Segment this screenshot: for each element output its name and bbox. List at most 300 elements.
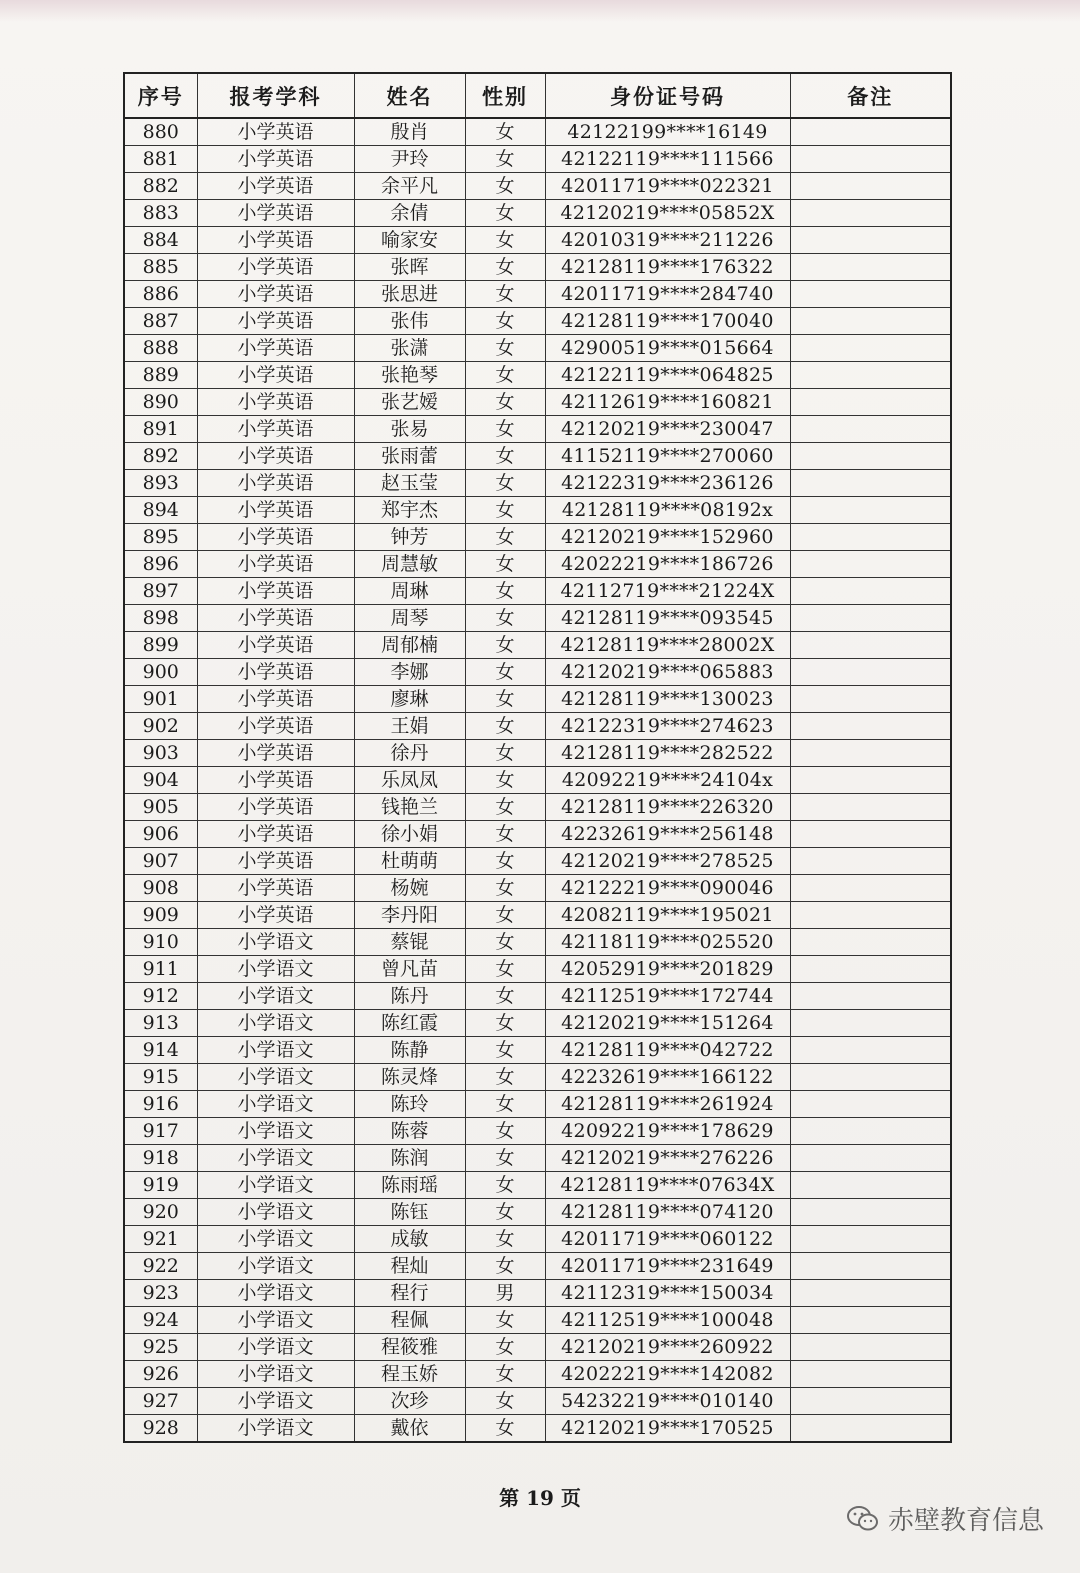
- page-number: 第 19 页: [499, 1486, 581, 1510]
- cell-serial: 886: [124, 281, 197, 308]
- cell-subject: 小学英语: [197, 794, 354, 821]
- table-row: [124, 551, 951, 578]
- cell-id-number: 42122119****064825: [545, 362, 790, 389]
- cell-name: 戴依: [354, 1415, 465, 1443]
- cell-remarks: [790, 443, 951, 470]
- cell-serial: 902: [124, 713, 197, 740]
- cell-subject: 小学语文: [197, 1010, 354, 1037]
- cell-name: 王娟: [354, 713, 465, 740]
- cell-name: 张易: [354, 416, 465, 443]
- cell-remarks: [790, 173, 951, 200]
- cell-serial: 926: [124, 1361, 197, 1388]
- table-row: [124, 1307, 951, 1334]
- header-serial: 序号: [124, 73, 197, 118]
- cell-remarks: [790, 1199, 951, 1226]
- table-row: [124, 983, 951, 1010]
- cell-gender: 女: [465, 1253, 545, 1280]
- cell-subject: 小学英语: [197, 740, 354, 767]
- cell-serial: 887: [124, 308, 197, 335]
- cell-subject: 小学英语: [197, 632, 354, 659]
- cell-id-number: 42232619****166122: [545, 1064, 790, 1091]
- cell-id-number: 42082119****195021: [545, 902, 790, 929]
- table-row: [124, 254, 951, 281]
- cell-remarks: [790, 1118, 951, 1145]
- cell-gender: 女: [465, 740, 545, 767]
- cell-gender: 男: [465, 1280, 545, 1307]
- cell-remarks: [790, 524, 951, 551]
- cell-gender: 女: [465, 1145, 545, 1172]
- cell-id-number: 42092219****178629: [545, 1118, 790, 1145]
- watermark: [846, 1500, 1044, 1537]
- table-row: [124, 1091, 951, 1118]
- cell-name: 程灿: [354, 1253, 465, 1280]
- cell-remarks: [790, 118, 951, 146]
- cell-name: 周慧敏: [354, 551, 465, 578]
- cell-subject: 小学英语: [197, 146, 354, 173]
- cell-remarks: [790, 227, 951, 254]
- cell-gender: 女: [465, 1010, 545, 1037]
- cell-gender: 女: [465, 227, 545, 254]
- cell-subject: 小学语文: [197, 1334, 354, 1361]
- cell-remarks: [790, 1064, 951, 1091]
- cell-name: 杨婉: [354, 875, 465, 902]
- cell-remarks: [790, 686, 951, 713]
- cell-serial: 910: [124, 929, 197, 956]
- cell-remarks: [790, 1010, 951, 1037]
- cell-serial: 904: [124, 767, 197, 794]
- cell-remarks: [790, 281, 951, 308]
- table-row: [124, 875, 951, 902]
- cell-subject: 小学语文: [197, 1037, 354, 1064]
- cell-id-number: 42112519****100048: [545, 1307, 790, 1334]
- header-remarks: 备注: [790, 73, 951, 118]
- cell-remarks: [790, 956, 951, 983]
- cell-subject: 小学英语: [197, 389, 354, 416]
- cell-subject: 小学英语: [197, 254, 354, 281]
- cell-remarks: [790, 578, 951, 605]
- cell-gender: 女: [465, 659, 545, 686]
- cell-subject: 小学语文: [197, 1118, 354, 1145]
- table-row: [124, 227, 951, 254]
- cell-name: 钱艳兰: [354, 794, 465, 821]
- cell-subject: 小学语文: [197, 1280, 354, 1307]
- cell-id-number: 42112319****150034: [545, 1280, 790, 1307]
- cell-name: 钟芳: [354, 524, 465, 551]
- cell-gender: 女: [465, 713, 545, 740]
- cell-subject: 小学英语: [197, 902, 354, 929]
- cell-name: 程佩: [354, 1307, 465, 1334]
- cell-serial: 889: [124, 362, 197, 389]
- cell-gender: 女: [465, 902, 545, 929]
- cell-name: 陈红霞: [354, 1010, 465, 1037]
- wechat-icon: [846, 1502, 880, 1536]
- cell-serial: 907: [124, 848, 197, 875]
- cell-id-number: 42022219****142082: [545, 1361, 790, 1388]
- table-row: [124, 713, 951, 740]
- cell-serial: 912: [124, 983, 197, 1010]
- cell-serial: 883: [124, 200, 197, 227]
- cell-serial: 919: [124, 1172, 197, 1199]
- cell-remarks: [790, 983, 951, 1010]
- cell-gender: 女: [465, 686, 545, 713]
- table-row: [124, 1037, 951, 1064]
- header-name: 姓名: [354, 73, 465, 118]
- cell-id-number: 42128119****176322: [545, 254, 790, 281]
- cell-id-number: 42120219****151264: [545, 1010, 790, 1037]
- cell-gender: 女: [465, 929, 545, 956]
- cell-gender: 女: [465, 1361, 545, 1388]
- cell-serial: 923: [124, 1280, 197, 1307]
- table-row: [124, 902, 951, 929]
- table-row: [124, 1334, 951, 1361]
- cell-subject: 小学英语: [197, 173, 354, 200]
- cell-gender: 女: [465, 362, 545, 389]
- cell-serial: 894: [124, 497, 197, 524]
- table-row: [124, 767, 951, 794]
- cell-subject: 小学英语: [197, 713, 354, 740]
- cell-serial: 899: [124, 632, 197, 659]
- cell-subject: 小学英语: [197, 659, 354, 686]
- cell-subject: 小学语文: [197, 1361, 354, 1388]
- cell-id-number: 42120219****230047: [545, 416, 790, 443]
- cell-subject: 小学语文: [197, 1199, 354, 1226]
- cell-remarks: [790, 1388, 951, 1415]
- cell-subject: 小学英语: [197, 497, 354, 524]
- cell-serial: 913: [124, 1010, 197, 1037]
- cell-name: 陈灵烽: [354, 1064, 465, 1091]
- cell-name: 曾凡苗: [354, 956, 465, 983]
- cell-gender: 女: [465, 1415, 545, 1443]
- cell-name: 赵玉莹: [354, 470, 465, 497]
- cell-name: 徐丹: [354, 740, 465, 767]
- cell-serial: 895: [124, 524, 197, 551]
- cell-gender: 女: [465, 848, 545, 875]
- cell-id-number: 42128119****074120: [545, 1199, 790, 1226]
- table-row: [124, 1145, 951, 1172]
- table-row: [124, 281, 951, 308]
- cell-name: 张艺嫒: [354, 389, 465, 416]
- cell-subject: 小学英语: [197, 848, 354, 875]
- cell-name: 廖琳: [354, 686, 465, 713]
- cell-remarks: [790, 389, 951, 416]
- cell-subject: 小学英语: [197, 308, 354, 335]
- cell-serial: 903: [124, 740, 197, 767]
- cell-name: 次珍: [354, 1388, 465, 1415]
- cell-id-number: 42128119****07634X: [545, 1172, 790, 1199]
- cell-id-number: 42120219****152960: [545, 524, 790, 551]
- cell-serial: 914: [124, 1037, 197, 1064]
- cell-gender: 女: [465, 308, 545, 335]
- cell-gender: 女: [465, 254, 545, 281]
- cell-subject: 小学语文: [197, 1226, 354, 1253]
- cell-name: 程玉娇: [354, 1361, 465, 1388]
- cell-id-number: 42232619****256148: [545, 821, 790, 848]
- cell-serial: 888: [124, 335, 197, 362]
- table-row: [124, 173, 951, 200]
- cell-serial: 882: [124, 173, 197, 200]
- cell-remarks: [790, 848, 951, 875]
- cell-name: 陈玲: [354, 1091, 465, 1118]
- cell-remarks: [790, 1253, 951, 1280]
- cell-gender: 女: [465, 497, 545, 524]
- cell-remarks: [790, 362, 951, 389]
- table-row: [124, 200, 951, 227]
- cell-subject: 小学英语: [197, 227, 354, 254]
- cell-gender: 女: [465, 794, 545, 821]
- table-row: [124, 1172, 951, 1199]
- cell-remarks: [790, 1145, 951, 1172]
- cell-name: 李娜: [354, 659, 465, 686]
- header-subject: 报考学科: [197, 73, 354, 118]
- table-row: [124, 1118, 951, 1145]
- cell-remarks: [790, 632, 951, 659]
- cell-subject: 小学语文: [197, 983, 354, 1010]
- cell-remarks: [790, 1307, 951, 1334]
- cell-gender: 女: [465, 551, 545, 578]
- cell-serial: 901: [124, 686, 197, 713]
- cell-name: 张晖: [354, 254, 465, 281]
- cell-id-number: 42128119****042722: [545, 1037, 790, 1064]
- table-row: [124, 146, 951, 173]
- cell-remarks: [790, 740, 951, 767]
- cell-subject: 小学语文: [197, 1307, 354, 1334]
- table-row: [124, 1253, 951, 1280]
- cell-serial: 917: [124, 1118, 197, 1145]
- cell-serial: 922: [124, 1253, 197, 1280]
- cell-id-number: 42122199****16149: [545, 118, 790, 146]
- table-header-row: [124, 73, 951, 118]
- cell-gender: 女: [465, 146, 545, 173]
- table-row: [124, 1388, 951, 1415]
- cell-gender: 女: [465, 1037, 545, 1064]
- table-row: [124, 1199, 951, 1226]
- cell-serial: 908: [124, 875, 197, 902]
- cell-subject: 小学英语: [197, 551, 354, 578]
- cell-name: 尹玲: [354, 146, 465, 173]
- cell-subject: 小学英语: [197, 524, 354, 551]
- cell-remarks: [790, 551, 951, 578]
- cell-id-number: 42128119****170040: [545, 308, 790, 335]
- table-row: [124, 470, 951, 497]
- cell-id-number: 42900519****015664: [545, 335, 790, 362]
- cell-subject: 小学语文: [197, 1091, 354, 1118]
- cell-gender: 女: [465, 578, 545, 605]
- cell-id-number: 42122119****111566: [545, 146, 790, 173]
- cell-remarks: [790, 767, 951, 794]
- table-row: [124, 848, 951, 875]
- cell-gender: 女: [465, 173, 545, 200]
- cell-name: 陈丹: [354, 983, 465, 1010]
- cell-gender: 女: [465, 983, 545, 1010]
- cell-id-number: 42112619****160821: [545, 389, 790, 416]
- cell-name: 张思进: [354, 281, 465, 308]
- cell-id-number: 42120219****278525: [545, 848, 790, 875]
- cell-serial: 890: [124, 389, 197, 416]
- table-row: [124, 416, 951, 443]
- cell-gender: 女: [465, 1118, 545, 1145]
- header-id-number: 身份证号码: [545, 73, 790, 118]
- table-row: [124, 443, 951, 470]
- cell-remarks: [790, 470, 951, 497]
- cell-serial: 906: [124, 821, 197, 848]
- cell-name: 徐小娟: [354, 821, 465, 848]
- cell-remarks: [790, 335, 951, 362]
- cell-subject: 小学英语: [197, 443, 354, 470]
- cell-serial: 927: [124, 1388, 197, 1415]
- cell-remarks: [790, 1226, 951, 1253]
- cell-gender: 女: [465, 1064, 545, 1091]
- cell-gender: 女: [465, 389, 545, 416]
- cell-gender: 女: [465, 1172, 545, 1199]
- cell-id-number: 42118119****025520: [545, 929, 790, 956]
- cell-remarks: [790, 146, 951, 173]
- cell-name: 陈蓉: [354, 1118, 465, 1145]
- cell-remarks: [790, 713, 951, 740]
- table-row: [124, 1280, 951, 1307]
- cell-id-number: 42120219****260922: [545, 1334, 790, 1361]
- cell-id-number: 41152119****270060: [545, 443, 790, 470]
- page-top-edge: [0, 0, 1080, 22]
- cell-name: 张潇: [354, 335, 465, 362]
- cell-gender: 女: [465, 416, 545, 443]
- cell-subject: 小学英语: [197, 281, 354, 308]
- cell-gender: 女: [465, 470, 545, 497]
- cell-serial: 896: [124, 551, 197, 578]
- cell-id-number: 42022219****186726: [545, 551, 790, 578]
- cell-serial: 892: [124, 443, 197, 470]
- cell-gender: 女: [465, 524, 545, 551]
- cell-name: 周琴: [354, 605, 465, 632]
- cell-id-number: 42128119****093545: [545, 605, 790, 632]
- cell-subject: 小学语文: [197, 1064, 354, 1091]
- cell-name: 程行: [354, 1280, 465, 1307]
- cell-subject: 小学英语: [197, 118, 354, 146]
- table-row: [124, 362, 951, 389]
- table-row: [124, 686, 951, 713]
- cell-serial: 909: [124, 902, 197, 929]
- cell-id-number: 42128119****08192x: [545, 497, 790, 524]
- cell-subject: 小学语文: [197, 929, 354, 956]
- table-row: [124, 632, 951, 659]
- cell-remarks: [790, 929, 951, 956]
- table-row: [124, 929, 951, 956]
- cell-gender: 女: [465, 821, 545, 848]
- cell-name: 陈雨瑶: [354, 1172, 465, 1199]
- cell-subject: 小学英语: [197, 470, 354, 497]
- cell-id-number: 42122319****274623: [545, 713, 790, 740]
- cell-serial: 905: [124, 794, 197, 821]
- cell-serial: 918: [124, 1145, 197, 1172]
- header-gender: 性别: [465, 73, 545, 118]
- cell-gender: 女: [465, 1388, 545, 1415]
- cell-id-number: 42120219****05852X: [545, 200, 790, 227]
- cell-remarks: [790, 254, 951, 281]
- cell-subject: 小学英语: [197, 821, 354, 848]
- watermark-text: 赤壁教育信息: [888, 1506, 1045, 1536]
- cell-subject: 小学英语: [197, 767, 354, 794]
- cell-remarks: [790, 416, 951, 443]
- cell-name: 张艳琴: [354, 362, 465, 389]
- cell-serial: 915: [124, 1064, 197, 1091]
- cell-subject: 小学英语: [197, 416, 354, 443]
- cell-serial: 891: [124, 416, 197, 443]
- table-row: [124, 578, 951, 605]
- cell-name: 杜萌萌: [354, 848, 465, 875]
- cell-gender: 女: [465, 1091, 545, 1118]
- cell-serial: 884: [124, 227, 197, 254]
- cell-id-number: 42052919****201829: [545, 956, 790, 983]
- cell-id-number: 42010319****211226: [545, 227, 790, 254]
- cell-gender: 女: [465, 632, 545, 659]
- cell-id-number: 42112519****172744: [545, 983, 790, 1010]
- cell-id-number: 42120219****170525: [545, 1415, 790, 1443]
- cell-name: 余平凡: [354, 173, 465, 200]
- cell-gender: 女: [465, 1199, 545, 1226]
- cell-gender: 女: [465, 875, 545, 902]
- cell-name: 成敏: [354, 1226, 465, 1253]
- cell-serial: 924: [124, 1307, 197, 1334]
- cell-id-number: 42128119****28002X: [545, 632, 790, 659]
- cell-remarks: [790, 200, 951, 227]
- cell-remarks: [790, 497, 951, 524]
- roster-table: [123, 72, 952, 1443]
- cell-id-number: 42011719****022321: [545, 173, 790, 200]
- table-row: [124, 389, 951, 416]
- cell-remarks: [790, 308, 951, 335]
- table-row: [124, 335, 951, 362]
- cell-gender: 女: [465, 767, 545, 794]
- cell-id-number: 42011719****284740: [545, 281, 790, 308]
- cell-name: 周琳: [354, 578, 465, 605]
- cell-serial: 928: [124, 1415, 197, 1443]
- cell-gender: 女: [465, 1334, 545, 1361]
- table-row: [124, 740, 951, 767]
- cell-gender: 女: [465, 1307, 545, 1334]
- cell-gender: 女: [465, 605, 545, 632]
- cell-serial: 925: [124, 1334, 197, 1361]
- cell-serial: 911: [124, 956, 197, 983]
- cell-serial: 916: [124, 1091, 197, 1118]
- cell-remarks: [790, 1091, 951, 1118]
- table-row: [124, 1010, 951, 1037]
- cell-name: 蔡锟: [354, 929, 465, 956]
- cell-id-number: 54232219****010140: [545, 1388, 790, 1415]
- cell-remarks: [790, 902, 951, 929]
- cell-subject: 小学语文: [197, 1145, 354, 1172]
- cell-name: 喻家安: [354, 227, 465, 254]
- table-row: [124, 794, 951, 821]
- cell-subject: 小学英语: [197, 362, 354, 389]
- table-row: [124, 956, 951, 983]
- cell-name: 乐凤凤: [354, 767, 465, 794]
- cell-gender: 女: [465, 443, 545, 470]
- cell-subject: 小学语文: [197, 1415, 354, 1443]
- cell-id-number: 42011719****231649: [545, 1253, 790, 1280]
- cell-id-number: 42122319****236126: [545, 470, 790, 497]
- cell-remarks: [790, 1037, 951, 1064]
- cell-gender: 女: [465, 956, 545, 983]
- cell-name: 陈润: [354, 1145, 465, 1172]
- table-row: [124, 1415, 951, 1443]
- cell-remarks: [790, 1280, 951, 1307]
- cell-subject: 小学英语: [197, 578, 354, 605]
- cell-gender: 女: [465, 1226, 545, 1253]
- cell-subject: 小学英语: [197, 686, 354, 713]
- cell-id-number: 42128119****226320: [545, 794, 790, 821]
- table-row: [124, 118, 951, 146]
- table-row: [124, 497, 951, 524]
- cell-name: 张雨蕾: [354, 443, 465, 470]
